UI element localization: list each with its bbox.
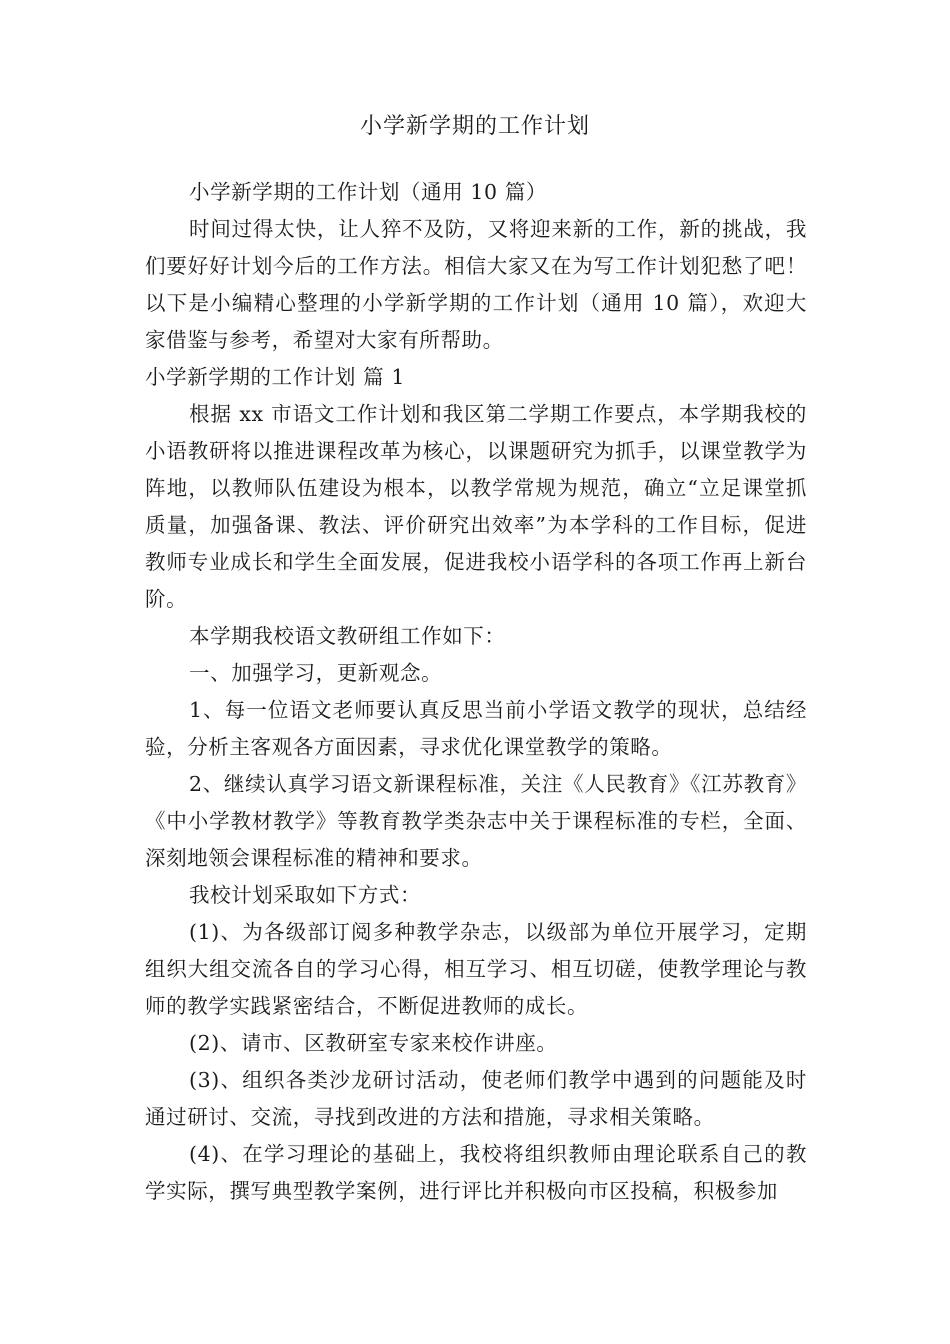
paragraph: 我校计划采取如下方式： — [189, 883, 422, 907]
paragraph: 根据 xx 市语文工作计划和我区第二学期工作要点，本学期我校的小语教研将以推进课程改革为核心，以课题研究为抓手，以课堂教学为阵地，以教师队伍建设为根本，以教学常规为规范，确立“立足课堂抓质量，加强备课、教法、评价研究出效率”为本学科的工作目标，促进教师专业成长和学生全面发展，促进我校小语学科的各项工作再上新台阶。 — [145, 402, 807, 611]
paragraph: (2)、请市、区教研室专家来校作讲座。 — [189, 1031, 558, 1055]
paragraph: 时间过得太快，让人猝不及防，又将迎来新的工作，新的挑战，我们要好好计划今后的工作方法。相信大家又在为写工作计划犯愁了吧！以下是小编精心整理的小学新学期的工作计划（通用 10 篇），欢迎大家借鉴与参考，希望对大家有所帮助。 — [145, 217, 807, 352]
document-body — [145, 174, 807, 1210]
paragraph: 2、继续认真学习语文新课程标准，关注《人民教育》《江苏教育》《中小学教材教学》等教育教学类杂志中关于课程标准的专栏，全面、深刻地领会课程标准的精神和要求。 — [145, 772, 807, 870]
paragraph: (4)、在学习理论的基础上，我校将组织教师由理论联系自己的教学实际，撰写典型教学案例，进行评比并积极向市区投稿，积极参加 — [145, 1142, 807, 1203]
paragraph: 1、每一位语文老师要认真反思当前小学语文教学的现状，总结经验，分析主客观各方面因素，寻求优化课堂教学的策略。 — [145, 698, 807, 759]
paragraph: 一、加强学习，更新观念。 — [189, 661, 443, 685]
paragraph: 小学新学期的工作计划（通用 10 篇） — [189, 180, 548, 204]
paragraph: (1)、为各级部订阅多种教学杂志，以级部为单位开展学习，定期组织大组交流各自的学习心得，相互学习、相互切磋，使教学理论与教师的教学实践紧密结合，不断促进教师的成长。 — [145, 920, 807, 1018]
paragraph: (3)、组织各类沙龙研讨活动，使老师们教学中遇到的问题能及时通过研讨、交流，寻找到改进的方法和措施，寻求相关策略。 — [145, 1068, 807, 1129]
paragraph: 本学期我校语文教研组工作如下： — [189, 624, 506, 648]
paragraph: 小学新学期的工作计划 篇 1 — [145, 365, 405, 389]
document-title: 小学新学期的工作计划 — [359, 114, 590, 139]
